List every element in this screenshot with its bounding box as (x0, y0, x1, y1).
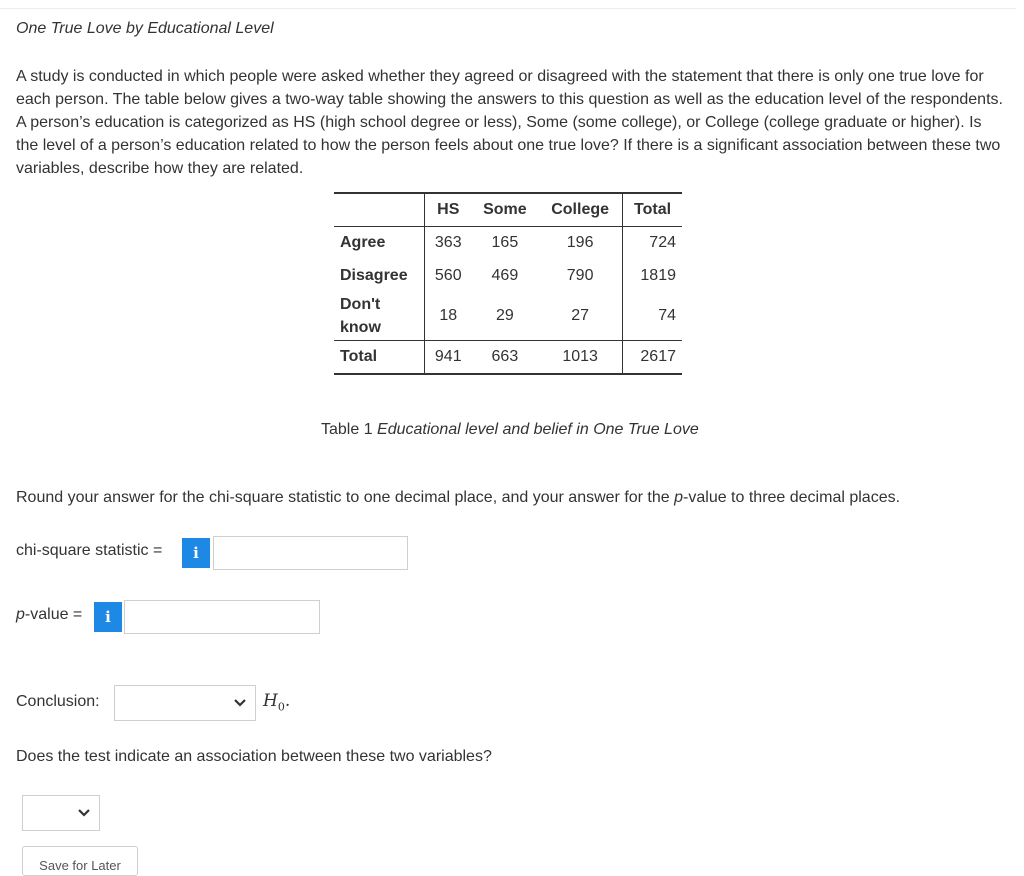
p-value-label-rest: -value = (24, 606, 83, 623)
table-cell: 27 (571, 306, 590, 324)
column-header-hs: HS (425, 193, 472, 226)
table-cell: 724 (623, 226, 682, 259)
column-header-total: Total (623, 193, 682, 226)
table-cell: 941 (425, 340, 472, 374)
table-row (334, 340, 682, 374)
table-cell: 74 (623, 292, 682, 340)
h0-subscript: 0 (277, 700, 285, 714)
table-row (334, 259, 682, 292)
p-value-input[interactable] (124, 600, 320, 634)
two-way-table (334, 192, 682, 375)
top-divider (0, 8, 1016, 9)
table-cell: 1013 (562, 347, 598, 365)
instructions-p: p (674, 489, 684, 506)
row-label-disagree: Disagree (340, 267, 408, 284)
table-cell: 363 (425, 226, 472, 259)
table-caption (321, 421, 699, 439)
info-icon[interactable]: i (94, 602, 122, 632)
info-icon[interactable]: i (182, 538, 210, 568)
table-cell: 663 (491, 347, 519, 365)
h0-letter: H (263, 691, 278, 711)
table-cell: 165 (491, 233, 519, 251)
table-row (334, 226, 682, 259)
table-cell: 196 (566, 233, 594, 251)
row-label-dont-know: Don't know (340, 295, 381, 336)
table-cell: 29 (495, 306, 514, 324)
conclusion-label: Conclusion: (16, 693, 100, 710)
save-for-later-button[interactable]: Save for Later (22, 846, 138, 876)
rounding-instructions (16, 489, 900, 507)
p-value-label (16, 606, 82, 624)
chi-square-label: chi-square statistic = (16, 542, 163, 559)
page-title: One True Love by Educational Level (16, 20, 274, 37)
table-cell: 2617 (623, 340, 682, 374)
association-question: Does the test indicate an association between these two variables? (16, 748, 492, 765)
row-header-spacer (334, 193, 425, 226)
row-label-total: Total (340, 348, 378, 366)
h0-period: . (284, 691, 291, 711)
table-cell: 560 (425, 259, 472, 292)
chevron-down-icon (77, 808, 91, 818)
table-row (334, 292, 682, 340)
caption-prefix: Table 1 (321, 421, 378, 438)
column-header-some: Some (483, 200, 527, 218)
table-cell: 18 (425, 292, 472, 340)
row-label-agree: Agree (340, 234, 386, 252)
table-cell: 1819 (623, 259, 682, 292)
table-cell: 790 (566, 266, 594, 284)
chevron-down-icon (233, 698, 247, 708)
instructions-text-1: Round your answer for the chi-square statistic to one decimal place, and your answer for the (16, 489, 675, 506)
column-header-college: College (551, 200, 610, 218)
table-header-row (334, 193, 682, 226)
chi-square-input[interactable] (213, 536, 408, 570)
problem-statement: A study is conducted in which people were asked whether they agreed or disagreed with the statement that there is only one true love for each person. The table below gives a two-way table showing the answers to this question as well as the education level of the respondents. A person’s education is categorized as HS (high school degree or less), Some (some college), or College (college graduate or higher). Is the level of a person’s education related to how the person feels about one true love? If there is a significant association between these two variables, describe how they are related. (16, 68, 1003, 177)
table-cell: 469 (491, 266, 519, 284)
p-value-label-p: p (16, 606, 25, 623)
caption-text: Educational level and belief in One True Love (377, 421, 699, 438)
null-hypothesis (263, 691, 290, 713)
instructions-text-2: -value to three decimal places. (683, 489, 901, 506)
